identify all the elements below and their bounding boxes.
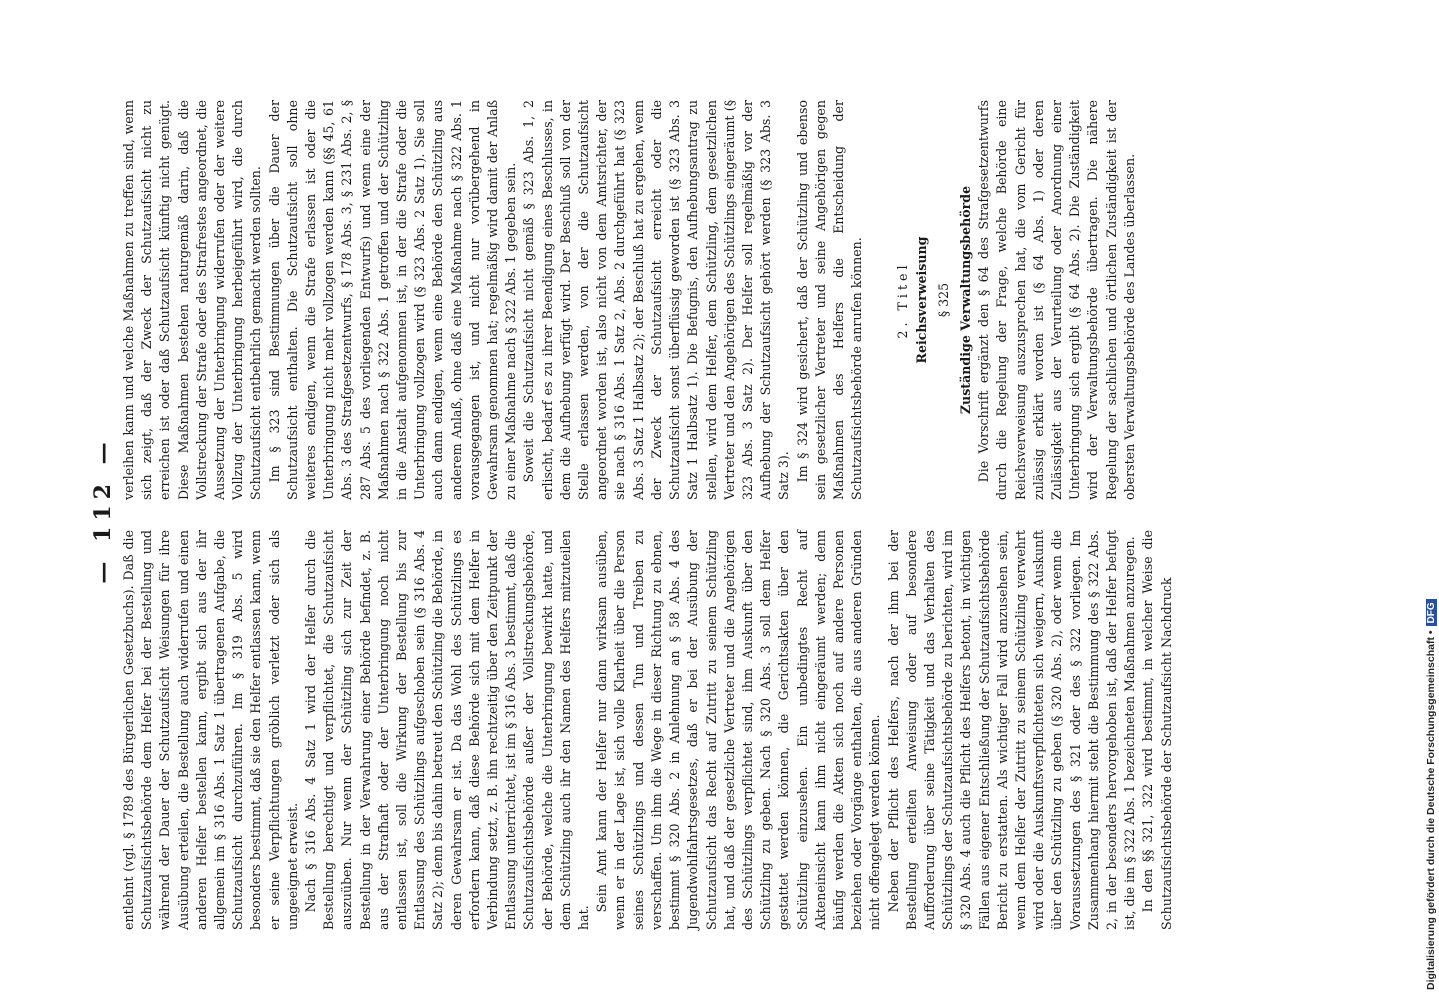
paragraph: entlehnt (vgl. § 1789 des Bürgerlichen Gesetzbuchs). Daß die Schutzaufsichtsbehörde dem Helfer bei der Bestellung und während der Dauer der Schutzaufsicht Weisungen für ihre Ausübung erteilen, die Bestellung auch widerrufen und einen anderen Helfer bestellen kann, ergibt sich aus der ihr allgemein im § 316 Abs. 1 Satz 1 übertragenen Aufgabe, die Schutzaufsicht durchzuführen. Im § 319 Abs. 5 wird besonders bestimmt, daß sie den Helfer entlassen kann, wenn er seine Verpflichtungen gröblich verletzt oder sich als ungeeignet erweist. (121, 530, 300, 930)
right-column (120, 100, 1270, 500)
left-column (120, 530, 1270, 930)
rotated-page (90, 90, 1310, 930)
paragraph: In den §§ 321, 322 wird bestimmt, in welcher Weise die Schutzaufsichtsbehörde der Schutzaufsicht Nachdruck (1140, 530, 1174, 930)
section-heading: Zuständige Verwaltungsbehörde (957, 185, 973, 415)
paragraph: Nach § 316 Abs. 4 Satz 1 wird der Helfer durch die Bestellung berechtigt und verpflichtet, die Schutzaufsicht auszuüben. Nur wenn der Schützling sich zur Zeit der Bestellung in der Verwahrung einer Behörde befindet, z. B. aus der Strafhaft oder der Unterbringung noch nicht entlassen ist, soll die Wirkung der Bestellung bis zur Entlassung des Schützlings aufgeschoben sein (§ 316 Abs. 4 Satz 2); denn bis dahin betreut den Schützling die Behörde, in deren Gewahrsam er ist. Da das Wohl des Schützlings es erfordern kann, daß diese Behörde sich mit dem Helfer in Verbindung setzt, z. B. ihn rechtzeitig über den Zeitpunkt der Entlassung unterrichtet, ist im § 316 Abs. 3 bestimmt, daß die Schutzaufsichtsbehörde außer der Vollstreckungsbehörde, der Behörde, welche die Unterbringung bewirkt hatte, und dem Schützling auch ihr den Namen des Helfers mitzuteilen hat. (303, 530, 592, 930)
paragraph: Die Vorschrift ergänzt den § 64 des Strafgesetzentwurfs durch die Regelung der Frage, welche Behörde eine Reichsverweisung auszusprechen hat, die vom Gericht für zulässig erklärt worden ist (§ 64 Abs. 1) oder deren Zulässigkeit aus der Verurteilung oder Anordnung einer Unterbringung sich ergibt (§ 64 Abs. 2). Die Zuständigkeit wird der Verwaltungsbehörde übertragen. Die nähere Regelung der sachlichen und örtlichen Zuständigkeit ist der obersten Verwaltungsbehörde des Landes überlassen. (976, 100, 1137, 500)
paragraph: Im § 324 wird gesichert, daß der Schützling und ebenso sein gesetzlicher Vertreter und seine Angehörigen gegen Maßnahmen des Helfers die Entscheidung der Schutzaufsichtsbehörde anrufen können. (794, 100, 865, 500)
paragraph: Sein Amt kann der Helfer nur dann wirksam ausüben, wenn er in der Lage ist, sich volle Klarheit über die Person seines Schützlings und dessen Tun und Treiben zu verschaffen. Um ihm die Wege in dieser Richtung zu ebnen, bestimmt § 320 Abs. 2 in Anlehnung an § 58 Abs. 4 des Jugendwohlfahrtsgesetzes, daß er bei der Ausübung der Schutzaufsicht das Recht auf Zutritt zu seinem Schützling hat, und daß der gesetzliche Vertreter und die Angehörigen des Schützlings verpflichtet sind, ihm Auskunft über den Schützling zu geben. Nach § 320 Abs. 3 soll dem Helfer gestattet werden können, die Gerichtsakten über den Schützling einzusehen. Ein unbedingtes Recht auf Akteneinsicht kann ihm nicht eingeräumt werden; denn häufig werden die Akten sich noch auf andere Personen beziehen oder Vorgänge enthalten, die aus anderen Gründen nicht offengelegt werden können. (594, 530, 883, 930)
paragraph: Neben der Pflicht des Helfers, nach der ihm bei der Bestellung erteilten Anweisung oder auf besondere Aufforderung über seine Tätigkeit und das Verhalten des Schützlings der Schutzaufsichtsbehörde zu berichten, wird im § 320 Abs. 4 auch die Pflicht des Helfers betont, in wichtigen Fällen aus eigener Entschließung der Schutzaufsichtsbehörde Bericht zu erstatten. Als wichtiger Fall wird anzusehen sein, wenn dem Helfer der Zutritt zu seinem Schützling verwehrt wird oder die Auskunftsverpflichteten sich weigern, Auskunft über den Schützling zu geben (§ 320 Abs. 2), oder wenn die Voraussetzungen des § 321 oder des § 322 vorliegen. Im Zusammenhang hiermit steht die Bestimmung des § 322 Abs. 2, in der besonders hervorgehoben ist, daß der Helfer befugt ist, die im § 322 Abs. 1 bezeichneten Maßnahmen anzuregen. (885, 530, 1138, 930)
paragraph: Soweit die Schutzaufsicht nicht gemäß § 323 Abs. 1, 2 erlischt, bedarf es zu ihrer Beendigung eines Beschlusses, in dem die Aufhebung verfügt wird. Der Beschluß soll von der Stelle erlassen werden, von der die Schutzaufsicht angeordnet worden ist, also nicht von dem Amtsrichter, der sie nach § 316 Abs. 1 Satz 2, Abs. 2 durchgeführt hat (§ 323 Abs. 3 Satz 1 Halbsatz 2); der Beschluß hat zu ergehen, wenn der Zweck der Schutzaufsicht erreicht oder die Schutzaufsicht sonst überflüssig geworden ist (§ 323 Abs. 3 Satz 1 Halbsatz 1). Die Befugnis, den Aufhebungsantrag zu stellen, wird dem Helfer, dem Schützling, dem gesetzlichen Vertreter und den Angehörigen des Schützlings eingeräumt (§ 323 Abs. 3 Satz 2). Der Helfer soll regelmäßig vor der Aufhebung der Schutzaufsicht gehört werden (§ 323 Abs. 3 Satz 3). (521, 100, 792, 500)
paragraph: verleihen kann und welche Maßnahmen zu treffen sind, wenn sich zeigt, daß der Zweck der Schutzaufsicht nicht zu erreichen ist oder daß Schutzaufsicht künftig nicht genügt. Diese Maßnahmen bestehen naturgemäß darin, daß die Vollstreckung der Strafe oder des Strafrestes angeordnet, die Aussetzung der Unterbringung widerrufen oder der weitere Vollzug der Unterbringung herbeigeführt wird, die durch Schutzaufsicht entbehrlich gemacht werden sollten. (121, 100, 264, 500)
funding-text: Digitalisierung gefördert durch die Deutsche Forschungsgemeinschaft • (1425, 630, 1437, 990)
dfg-logo: DFG (1426, 599, 1437, 626)
paragraph: Im § 323 sind Bestimmungen über die Dauer der Schutzaufsicht enthalten. Die Schutzaufsicht soll ohne weiteres endigen, wenn die Strafe erlassen ist oder die Unterbringung nicht mehr vollzogen werden kann (§§ 45, 61 Abs. 3 des Strafgesetzentwurfs, § 178 Abs. 3, § 231 Abs. 2, § 287 Abs. 5 des vorliegenden Entwurfs) und wenn eine der Maßnahmen nach § 322 Abs. 1 getroffen und der Schützling in die Anstalt aufgenommen ist, in der die Strafe oder die Unterbringung vollzogen wird (§ 323 Abs. 2 Satz 1). Sie soll auch dann endigen, wenn eine Behörde den Schützling aus anderem Anlaß, ohne daß eine Maßnahme nach § 322 Abs. 1 vorausgegangen ist, und nicht nur vorübergehend in Gewahrsam genommen hat; regelmäßig wird damit der Anlaß zu einer Maßnahme nach § 322 Abs. 1 gegeben sein. (266, 100, 519, 500)
page-number: — 112 — (90, 436, 116, 584)
title-number: 2. Titel (895, 261, 911, 339)
funding-notice (1425, 0, 1439, 990)
title-name: Reichsverweisung (913, 236, 929, 364)
section-number: § 325 (935, 282, 951, 318)
